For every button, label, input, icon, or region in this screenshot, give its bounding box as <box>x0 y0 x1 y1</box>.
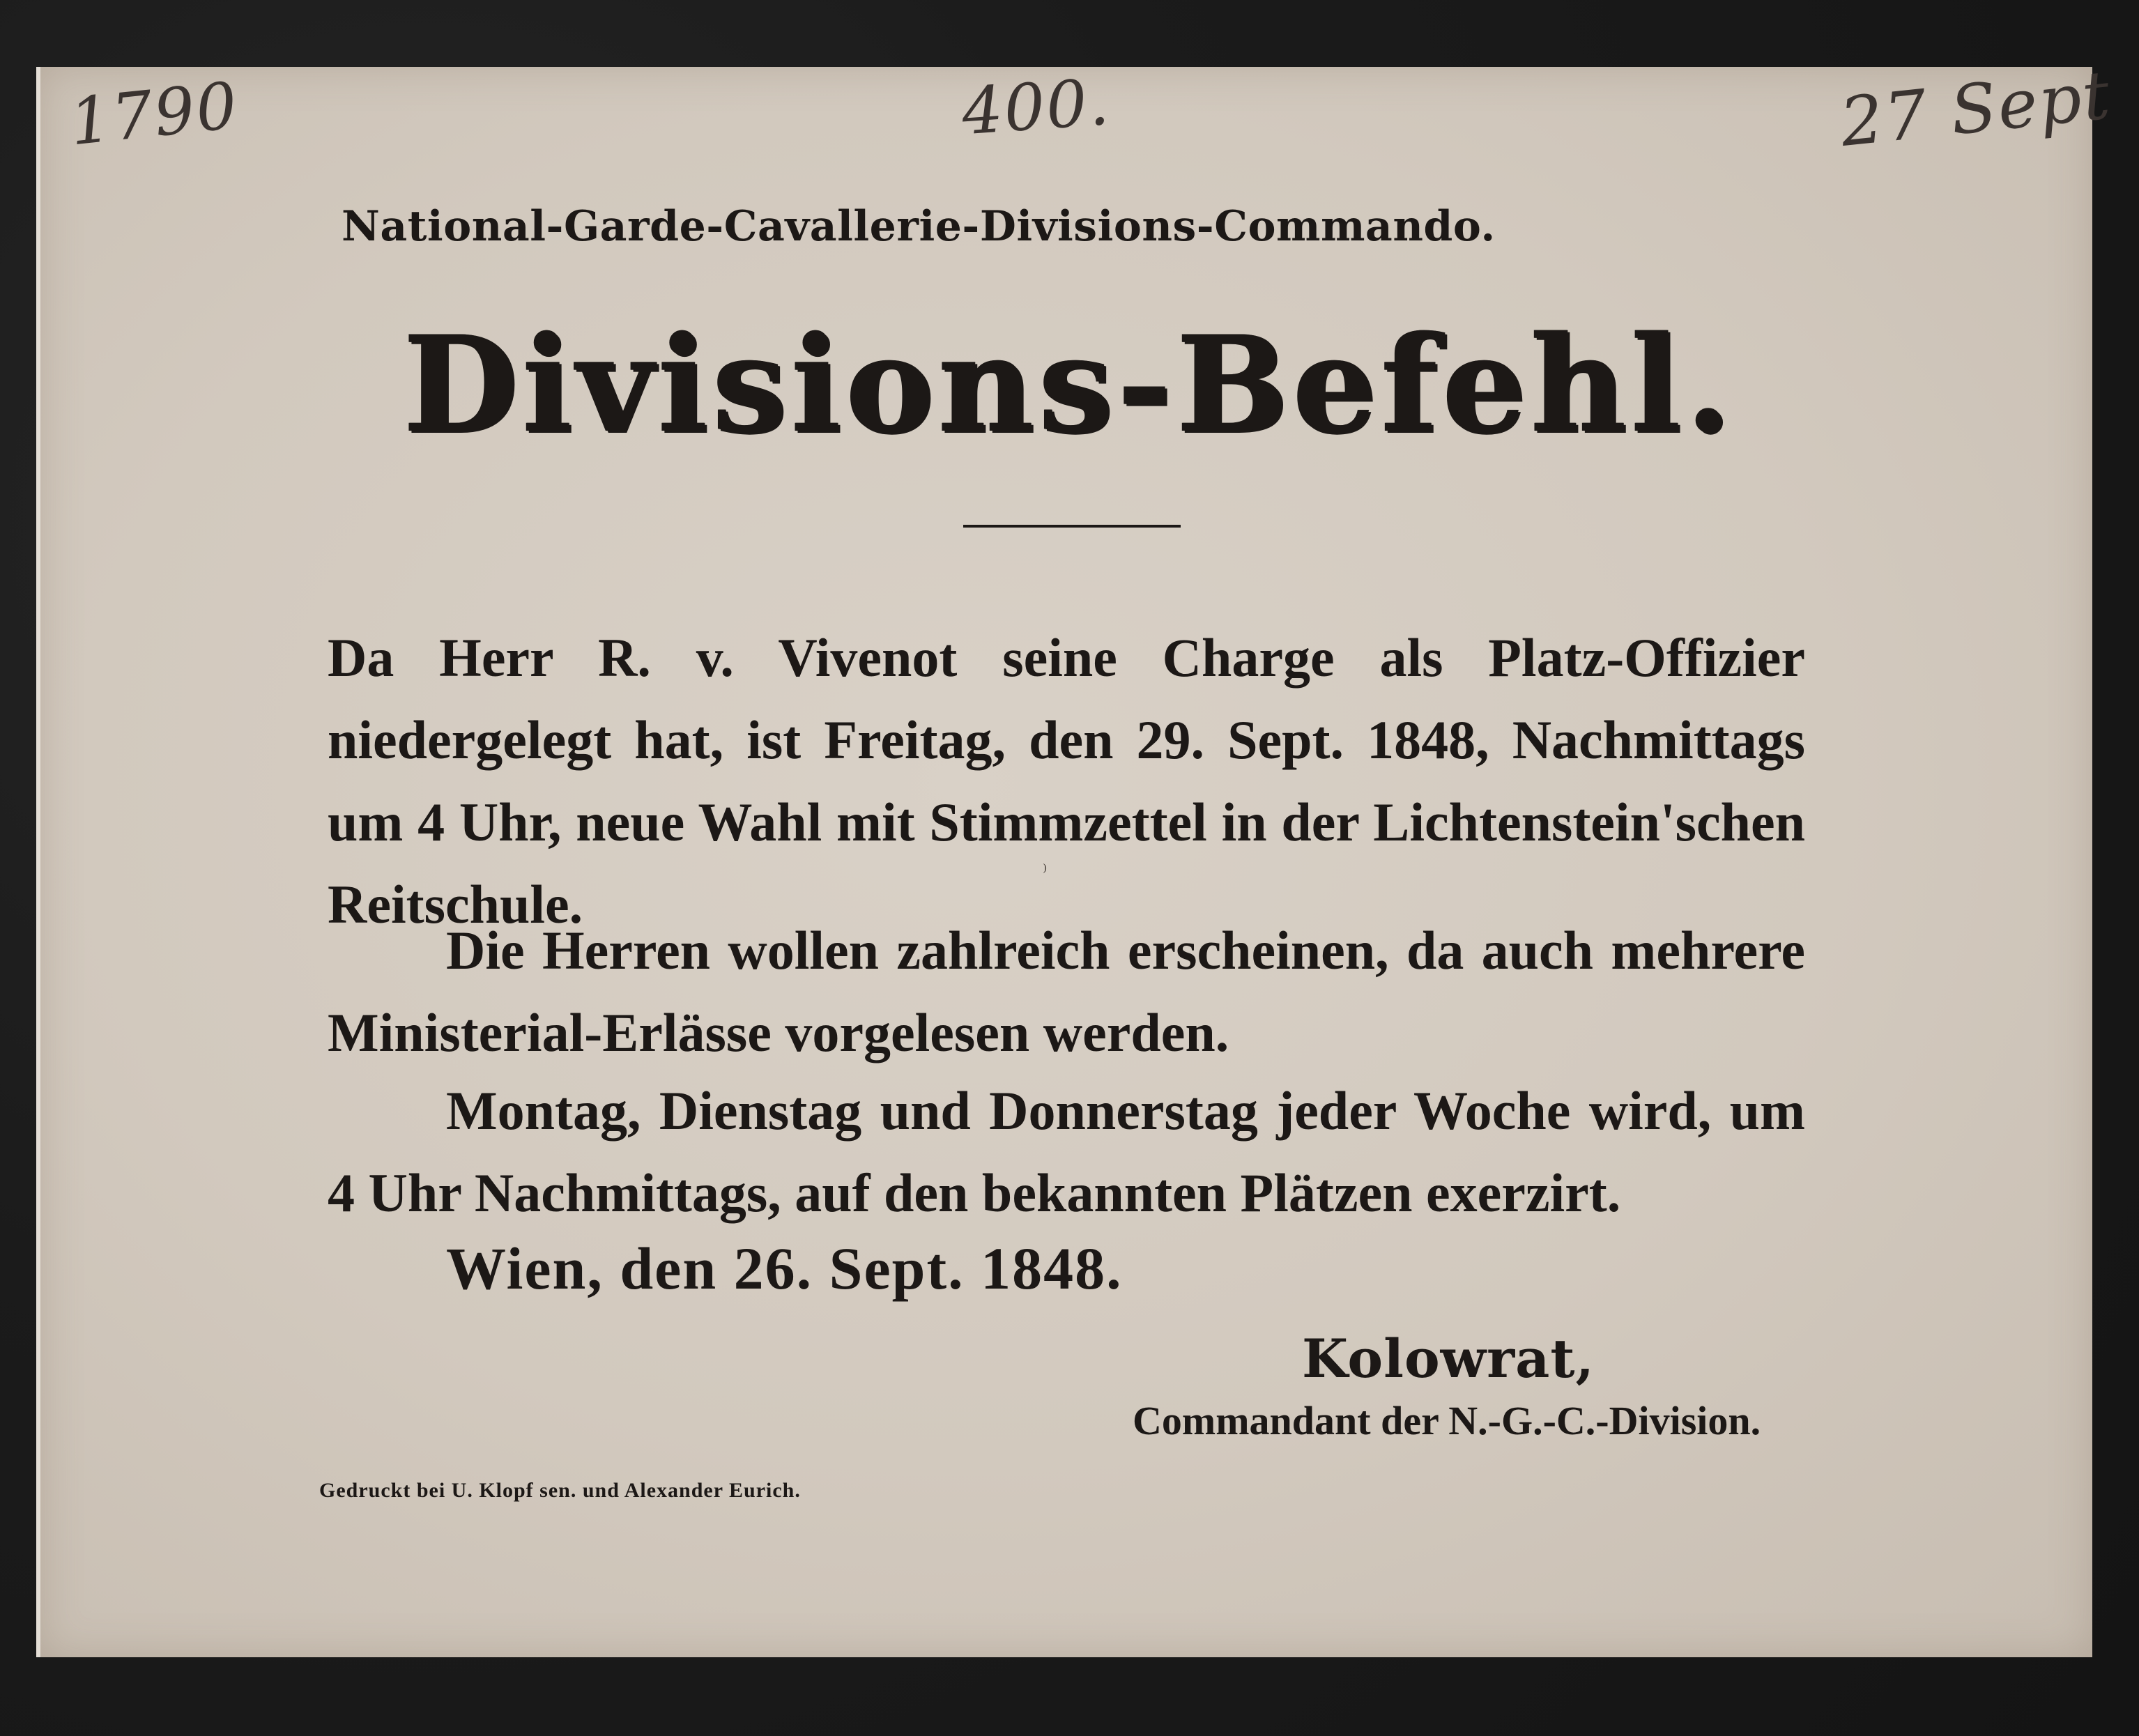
place-date-line: Wien, den 26. Sept. 1848. <box>446 1235 1123 1302</box>
body-paragraph-2: Die Herren wollen zahlreich erscheinen, da auch mehrere Ministerial-Erlässe vorgelesen werden. <box>328 920 1805 1063</box>
signer-name: Kolowrat, <box>1302 1328 1595 1390</box>
handwritten-date-right: 27 Sept <box>1837 55 2115 162</box>
signer-title: Commandant der N.-G.-C.-Division. <box>1133 1398 1761 1443</box>
title-divider <box>963 525 1181 528</box>
handwritten-number-left: 1790 <box>66 68 243 160</box>
document-title: Divisions-Befehl. <box>403 307 1736 462</box>
issuing-department: National-Garde-Cavallerie-Divisions-Commando. <box>342 202 1496 251</box>
stray-mark: ⁾ <box>1043 861 1048 882</box>
handwritten-number-center: 400. <box>959 64 1113 150</box>
printer-imprint: Gedruckt bei U. Klopf sen. und Alexander Eurich. <box>319 1479 801 1502</box>
body-paragraph-3: Montag, Dienstag und Donnerstag jeder Woche wird, um 4 Uhr Nachmittags, auf den bekannten Plätzen exerzirt. <box>328 1080 1805 1223</box>
body-paragraph-1: Da Herr R. v. Vivenot seine Charge als Platz-Offizier niedergelegt hat, ist Freitag, den 29. Sept. 1848, Nachmittags um 4 Uhr, neue Wahl mit Stimmzettel in der Lichtenstein'schen Reitschule. <box>328 627 1805 935</box>
